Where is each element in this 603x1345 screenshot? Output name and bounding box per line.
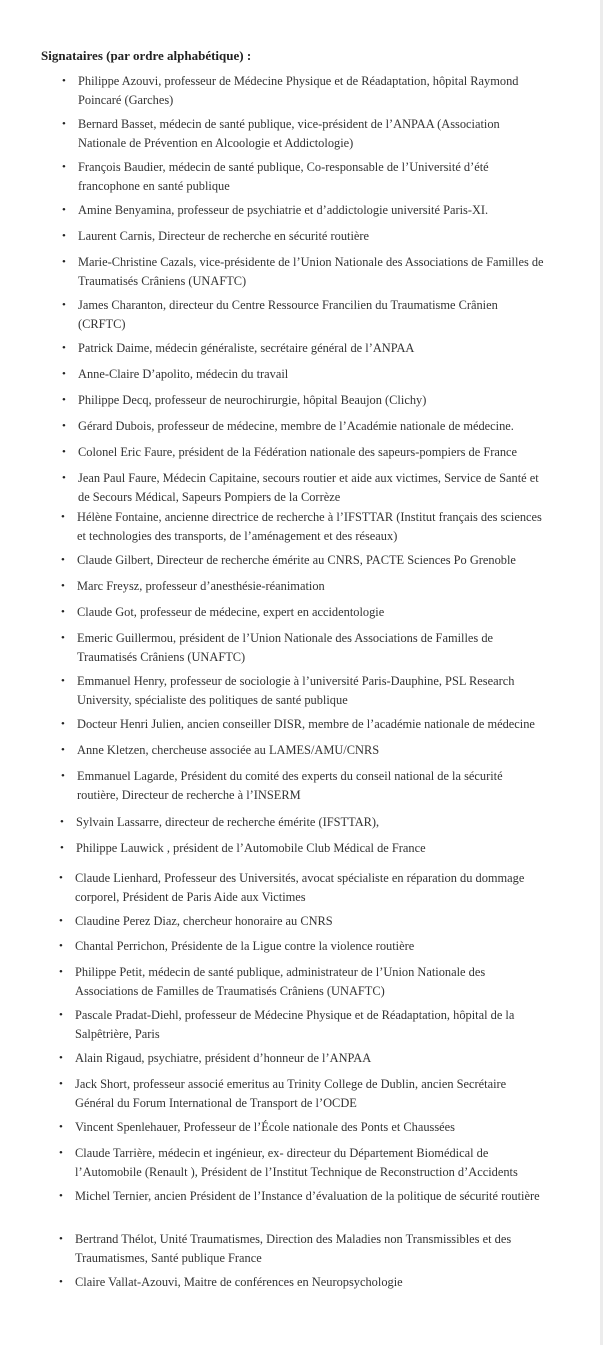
signatory-item xyxy=(59,937,545,956)
signatory-text: Michel Ternier, ancien Président de l’Instance d’évaluation de la politique de sécurité routière xyxy=(75,1189,540,1203)
signatory-text: Marie-Christine Cazals, vice-présidente de l’Union Nationale des Associations de Familles de Traumatisés Crâniens (UNAFTC) xyxy=(78,255,544,288)
bullet-icon: • xyxy=(61,511,65,523)
signatory-text: Philippe Azouvi, professeur de Médecine Physique et de Réadaptation, hôpital Raymond Poincaré (Garches) xyxy=(78,74,519,107)
signatory-text: Claudine Perez Diaz, chercheur honoraire au CNRS xyxy=(75,914,333,928)
signatory-text: Jack Short, professeur associé emeritus au Trinity College de Dublin, ancien Secrétaire Général du Forum International de Transport de l’OCDE xyxy=(75,1077,507,1110)
bullet-icon: • xyxy=(61,744,65,756)
signatory-text: Claude Got, professeur de médecine, expert en accidentologie xyxy=(77,605,385,619)
signatory-item xyxy=(61,715,547,734)
bullet-icon: • xyxy=(62,230,66,242)
signatory-text: Anne-Claire D’apolito, médecin du travail xyxy=(78,367,289,381)
bullet-icon: • xyxy=(62,204,66,216)
signatory-text: François Baudier, médecin de santé publique, Co-responsable de l’Université d’été francophone en santé publique xyxy=(78,160,489,193)
signatory-item xyxy=(59,1118,545,1137)
bullet-icon: • xyxy=(59,1276,63,1288)
signatory-item xyxy=(61,767,547,805)
bullet-icon: • xyxy=(62,342,66,354)
signatory-item xyxy=(62,72,548,110)
signatory-item xyxy=(59,912,545,931)
signatory-item xyxy=(59,1273,545,1292)
signatory-text: Docteur Henri Julien, ancien conseiller DISR, membre de l’académie nationale de médecine xyxy=(77,717,535,731)
bullet-icon: • xyxy=(59,966,63,978)
bullet-icon: • xyxy=(62,75,66,87)
signatory-text: Amine Benyamina, professeur de psychiatrie et d’addictologie université Paris-XI. xyxy=(78,203,489,217)
signatories-heading: Signataires (par ordre alphabétique) : xyxy=(41,48,252,63)
signatory-item xyxy=(59,963,545,1001)
signatory-text: Emmanuel Henry, professeur de sociologie à l’université Paris-Dauphine, PSL Research University, spécialiste des politiques de santé publique xyxy=(77,674,515,707)
bullet-icon: • xyxy=(59,940,63,952)
signatory-item xyxy=(61,629,547,667)
signatory-item xyxy=(61,603,547,622)
bullet-icon: • xyxy=(62,256,66,268)
signatory-text: Pascale Pradat-Diehl, professeur de Médecine Physique et de Réadaptation, hôpital de la Salpêtrière, Paris xyxy=(75,1008,515,1041)
signatory-text: Bernard Basset, médecin de santé publique, vice-président de l’ANPAA (Association Nationale de Prévention en Alcoologie et Addictologie) xyxy=(78,117,500,150)
signatory-text: Claude Gilbert, Directeur de recherche émérite au CNRS, PACTE Sciences Po Grenoble xyxy=(77,553,516,567)
signatory-text: Claire Vallat-Azouvi, Maitre de conférences en Neuropsychologie xyxy=(75,1275,403,1289)
signatory-text: Philippe Decq, professeur de neurochirurgie, hôpital Beaujon (Clichy) xyxy=(78,393,427,407)
signatory-item xyxy=(59,1075,545,1113)
bullet-icon: • xyxy=(59,1121,63,1133)
signatory-text: Colonel Eric Faure, président de la Fédération nationale des sapeurs-pompiers de France xyxy=(78,445,518,459)
bullet-icon: • xyxy=(62,299,66,311)
signatory-item xyxy=(62,391,548,410)
signatory-text: Gérard Dubois, professeur de médecine, membre de l’Académie nationale de médecine. xyxy=(78,419,514,433)
bullet-icon: • xyxy=(59,915,63,927)
bullet-icon: • xyxy=(62,394,66,406)
bullet-icon: • xyxy=(61,770,65,782)
signatory-text: Patrick Daime, médecin généraliste, secrétaire général de l’ANPAA xyxy=(78,341,415,355)
signatory-text: Hélène Fontaine, ancienne directrice de recherche à l’IFSTTAR (Institut français des sciences et technologies des transports, de l’aménagement et des réseaux) xyxy=(77,510,542,543)
signatory-item xyxy=(60,839,546,858)
signatory-text: Claude Tarrière, médecin et ingénieur, ex- directeur du Département Biomédical de l’Automobile (Renault ), Président de l’Institut Technique de Reconstruction d’Accidents xyxy=(75,1146,518,1179)
signatory-item xyxy=(61,508,547,546)
signatory-text: Sylvain Lassarre, directeur de recherche émérite (IFSTTAR), xyxy=(76,815,380,829)
signatory-item xyxy=(60,813,546,832)
bullet-icon: • xyxy=(59,1190,63,1202)
bullet-icon: • xyxy=(62,118,66,130)
signatory-item xyxy=(62,469,548,507)
signatory-item xyxy=(62,227,548,246)
signatory-text: Bertrand Thélot, Unité Traumatismes, Direction des Maladies non Transmissibles et des Traumatismes, Santé publique France xyxy=(75,1232,512,1265)
signatory-item xyxy=(62,443,548,462)
bullet-icon: • xyxy=(61,580,65,592)
signatory-item xyxy=(62,365,548,384)
bullet-icon: • xyxy=(60,842,64,854)
bullet-icon: • xyxy=(61,675,65,687)
signatory-text: Anne Kletzen, chercheuse associée au LAMES/AMU/CNRS xyxy=(77,743,380,757)
signatory-item xyxy=(59,869,545,907)
bullet-icon: • xyxy=(59,872,63,884)
signatory-item xyxy=(61,672,547,710)
signatory-text: Jean Paul Faure, Médecin Capitaine, secours routier et aide aux victimes, Service de Santé et de Secours Médical, Sapeurs Pompiers de la Corrèze xyxy=(78,471,539,504)
signatory-text: Alain Rigaud, psychiatre, président d’honneur de l’ANPAA xyxy=(75,1051,372,1065)
signatory-text: Philippe Petit, médecin de santé publique, administrateur de l’Union Nationale des Associations de Familles de Traumatisés Crâniens (UNAFTC) xyxy=(75,965,486,998)
bullet-icon: • xyxy=(59,1078,63,1090)
signatory-text: Emmanuel Lagarde, Président du comité des experts du conseil national de la sécurité routière, Directeur de recherche à l’INSERM xyxy=(77,769,503,802)
signatory-item xyxy=(59,1187,545,1206)
signatory-item xyxy=(62,115,548,153)
signatory-item xyxy=(62,201,548,220)
bullet-icon: • xyxy=(61,606,65,618)
bullet-icon: • xyxy=(62,161,66,173)
signatory-item xyxy=(59,1144,545,1182)
signatory-text: Chantal Perrichon, Présidente de la Ligue contre la violence routière xyxy=(75,939,415,953)
signatory-item xyxy=(62,417,548,436)
signatory-text: Laurent Carnis, Directeur de recherche en sécurité routière xyxy=(78,229,370,243)
bullet-icon: • xyxy=(61,632,65,644)
bullet-icon: • xyxy=(61,554,65,566)
signatory-text: Vincent Spenlehauer, Professeur de l’École nationale des Ponts et Chaussées xyxy=(75,1120,456,1134)
signatory-item xyxy=(59,1006,545,1044)
signatory-item xyxy=(59,1049,545,1068)
signatory-item xyxy=(62,339,548,358)
signatory-item xyxy=(61,577,547,596)
bullet-icon: • xyxy=(62,368,66,380)
signatory-item xyxy=(62,158,548,196)
signatory-text: Emeric Guillermou, président de l’Union Nationale des Associations de Familles de Traumatisés Crâniens (UNAFTC) xyxy=(77,631,494,664)
signatory-text: Philippe Lauwick , président de l’Automobile Club Médical de France xyxy=(76,841,426,855)
bullet-icon: • xyxy=(62,472,66,484)
bullet-icon: • xyxy=(59,1233,63,1245)
signatory-item xyxy=(62,253,548,291)
signatory-item xyxy=(61,551,547,570)
bullet-icon: • xyxy=(59,1009,63,1021)
signatory-item xyxy=(61,741,547,760)
signatory-text: Claude Lienhard, Professeur des Universités, avocat spécialiste en réparation du dommage corporel, Président de Paris Aide aux Victimes xyxy=(75,871,525,904)
bullet-icon: • xyxy=(59,1147,63,1159)
bullet-icon: • xyxy=(60,816,64,828)
signatory-text: Marc Freysz, professeur d’anesthésie-réanimation xyxy=(77,579,325,593)
signatory-item xyxy=(62,296,548,334)
bullet-icon: • xyxy=(62,420,66,432)
bullet-icon: • xyxy=(61,718,65,730)
signatory-text: James Charanton, directeur du Centre Ressource Francilien du Traumatisme Crânien (CRFTC) xyxy=(78,298,498,331)
signatory-item xyxy=(59,1230,545,1268)
bullet-icon: • xyxy=(59,1052,63,1064)
bullet-icon: • xyxy=(62,446,66,458)
